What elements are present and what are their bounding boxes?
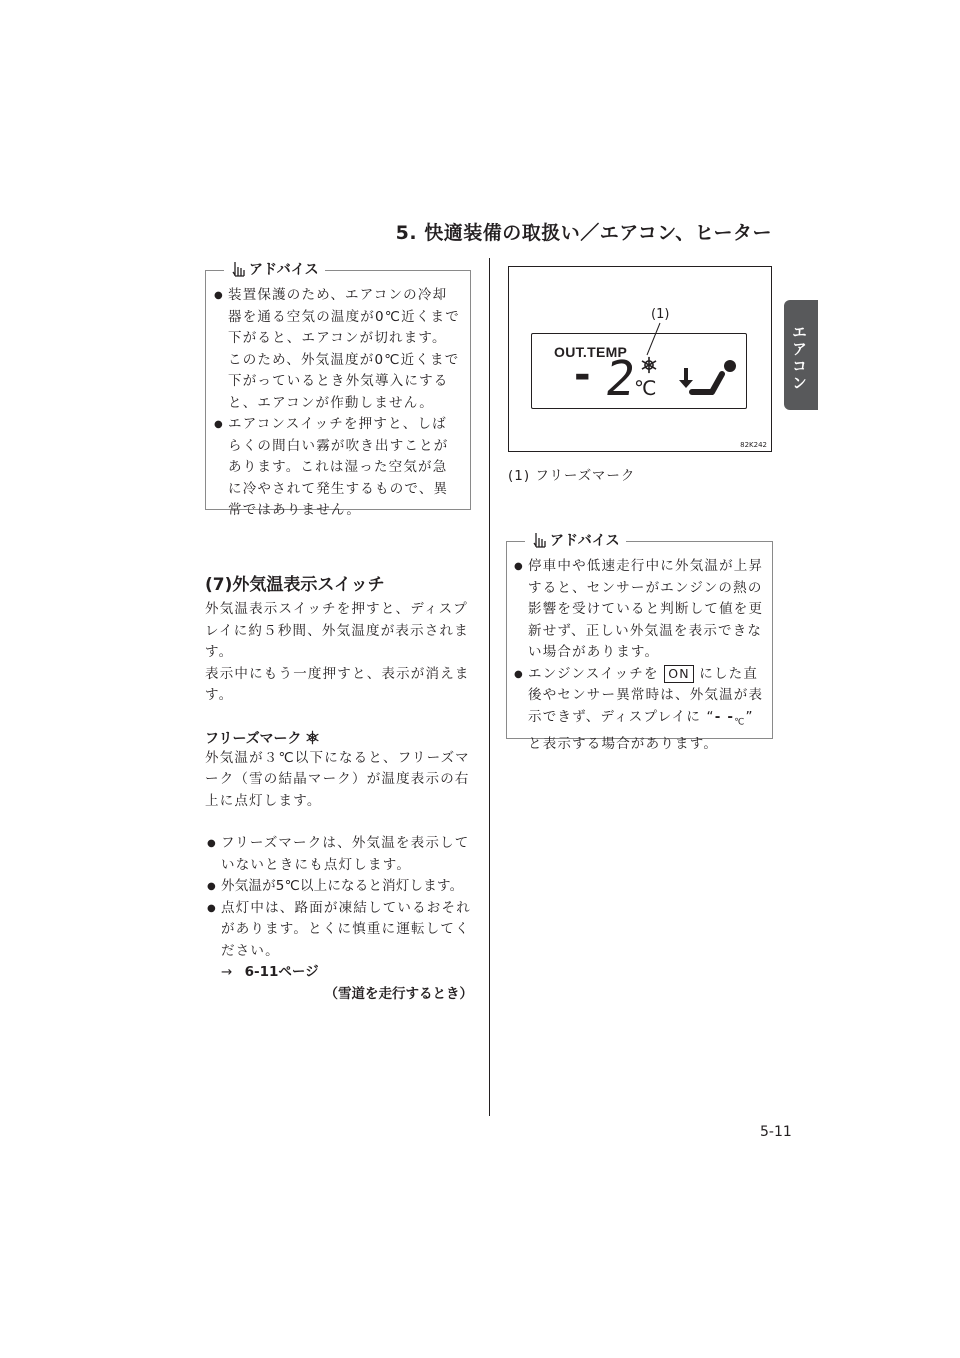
display-unit: ℃ [734,717,746,728]
advice-box-right [506,533,773,752]
section-paragraph: 外気温表示スイッチを押すと、ディスプレイに約５秒間、外気温度が表示されます。 [205,601,469,660]
climate-display-screen [531,333,747,409]
advice-label-right [525,530,626,550]
reference-arrow: → [221,964,233,980]
page-number: 5-11 [760,1124,792,1140]
display-dashes: - - [714,708,735,725]
snowflake-icon [640,356,658,374]
display-label: OUT.TEMP [554,344,628,360]
reference-title: （雪道を走行するとき） [324,985,473,1002]
figure-callout: (1) [651,307,670,322]
advice-item: ● エアコンスイッチを押すと、しばらくの間白い霧が吹き出すことがあります。これは湿った空気が急に冷やされて発生するもので、異常ではありません。 [214,414,460,522]
page-header-title: 5. 快適装備の取扱い／エアコン、ヒーター [395,222,772,244]
note-item: ● 点灯中は、路面が凍結しているおそれがあります。とくに慎重に運転してください。 [205,898,473,963]
pointing-hand-icon [531,531,547,549]
on-key-badge: ON [664,665,694,683]
advice-label-text: アドバイス [550,533,620,549]
advice-box-left [205,262,471,518]
display-figure [508,266,772,452]
advice-text: にした直後やセンサー異常時は、外気温が表示できず、ディスプレイに “ [528,665,764,725]
temp-sign: - [574,352,591,398]
section-heading: (7)外気温表示スイッチ [205,575,385,595]
freeze-mark-heading [205,728,473,748]
advice-label-left [224,259,325,279]
pointing-hand-icon [230,260,246,278]
chapter-side-tab-label: エアコン [790,324,808,392]
advice-text: エンジンスイッチを [528,665,659,682]
advice-list-left [214,285,460,522]
section-outside-temp [205,570,473,1005]
page-reference[interactable] [205,962,473,1005]
advice-list-right [514,556,764,755]
seat-airflow-icon [676,358,738,400]
section-paragraph: 表示中にもう一度押すと、表示が消えます。 [205,665,470,703]
note-item: ● フリーズマークは、外気温を表示していないときにも点灯します。 [205,833,473,876]
advice-item: ● 停車中や低速走行中に外気温が上昇すると、センサーがエンジンの熱の影響を受けていると判断して値を更新せず、正しい外気温を表示できない場合があります。 [514,556,764,664]
reference-page: 6-11ページ [244,964,319,980]
snowflake-icon [305,730,320,745]
temp-value: 2 [602,351,639,407]
advice-text: ” と表示する場合があります。 [528,708,754,752]
freeze-mark-description: 外気温が３℃以下になると、フリーズマーク（雪の結晶マーク）が温度表示の右上に点灯します。 [205,749,470,809]
note-item: ● 外気温が5℃以上になると消灯します。 [205,876,473,898]
figure-code: 82K242 [740,441,767,449]
advice-item: ● 装置保護のため、エアコンの冷却器を通る空気の温度が0℃近くまで下がると、エアコンが切れます。このため、外気温度が0℃近くまで下がっているとき外気導入にすると、エアコンが作動しません。 [214,285,460,414]
temp-unit: ℃ [634,376,657,400]
figure-caption: (1) フリーズマーク [508,468,636,484]
chapter-side-tab [784,300,818,410]
freeze-notes [205,833,473,962]
freeze-mark-heading-text: フリーズマーク [205,730,302,747]
column-divider [489,258,490,1116]
advice-label-text: アドバイス [249,262,319,278]
advice-item [514,664,764,756]
